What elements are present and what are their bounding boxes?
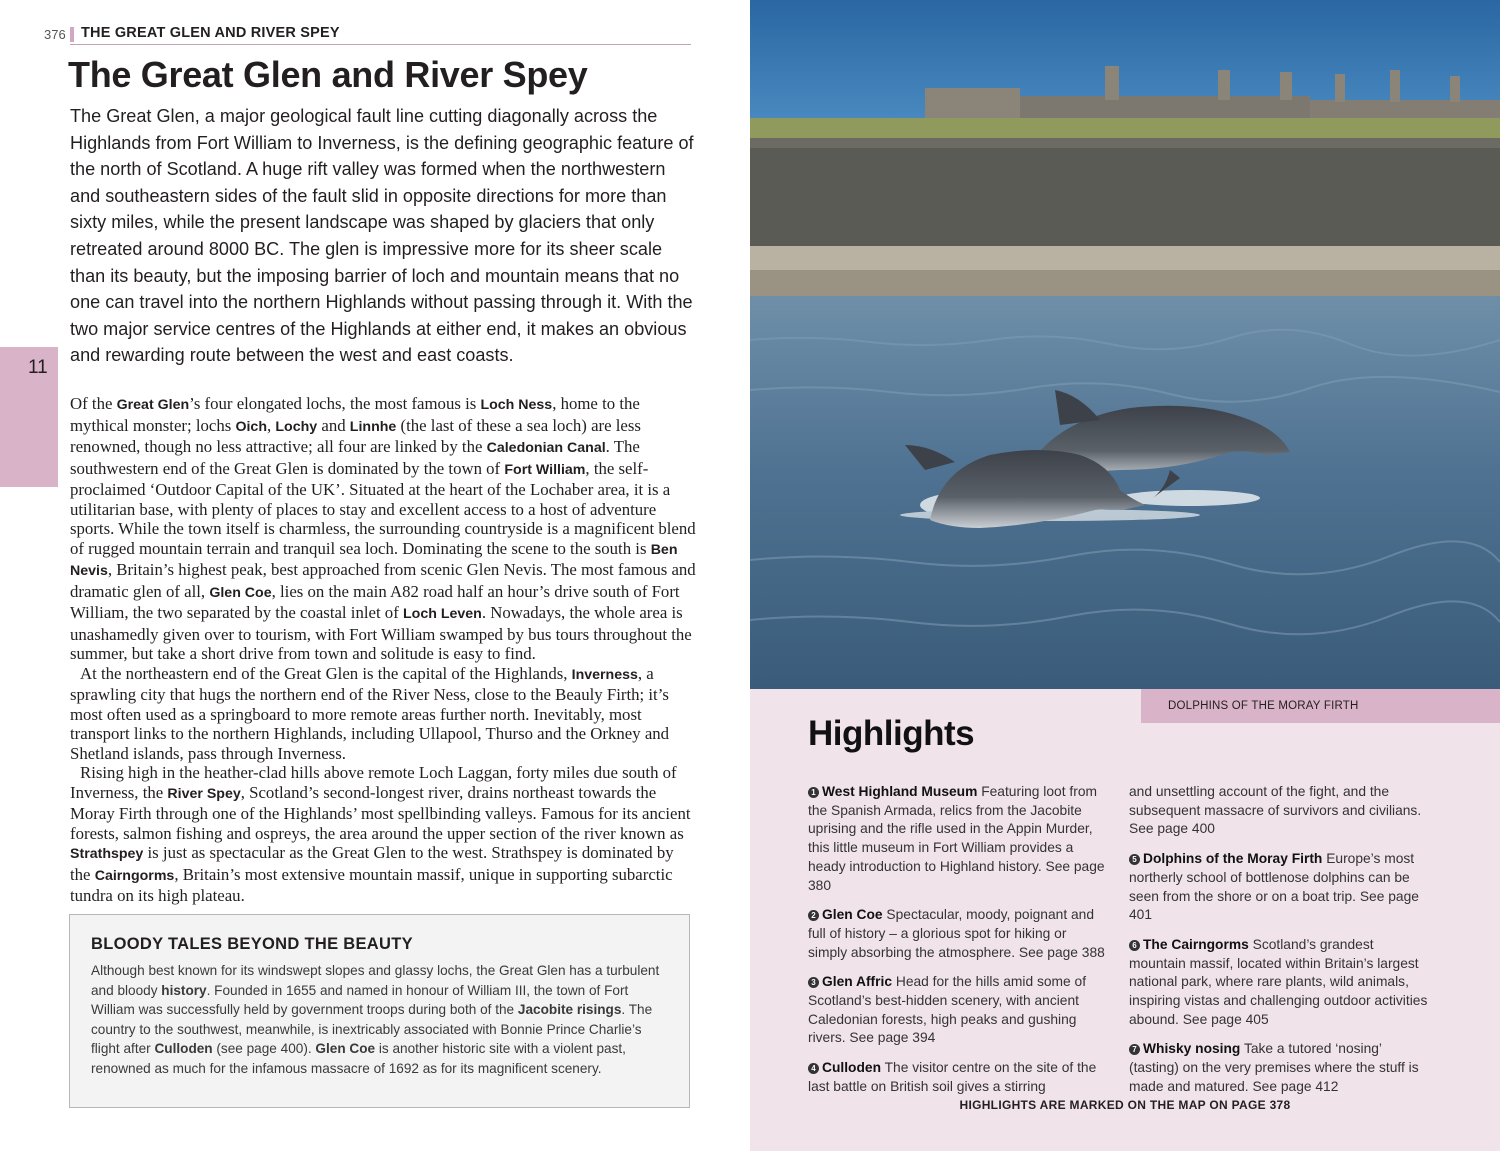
highlight-name: Culloden xyxy=(822,1060,882,1076)
number-badge: 5 xyxy=(1129,854,1140,865)
box-keyword: history xyxy=(161,982,207,998)
highlight-name: West Highland Museum xyxy=(822,784,978,799)
grass-bank xyxy=(750,118,1500,140)
place-name: Cairngorms xyxy=(94,867,175,884)
highlight-name: Dolphins of the Moray Firth xyxy=(1143,851,1323,867)
number-badge: 6 xyxy=(1129,940,1140,951)
body-paragraph-3: Rising high in the heather-clad hills above remote Loch Laggan, forty miles due south of Inverness, the River Spey, Scotland’s second-longest river, drains northeast towards the Moray Firth through one of the Highlands’ most spellbinding valleys. Famous for its ancient forests, salmon fishing and ospreys, the area around the upper section of the river known as Strathspey is just as spectacular as the Great Glen to the west. Strathspey is dominated by the Cairngorms, Britain’s most extensive mountain massif, unique in supporting subarctic tundra on its high plateau. xyxy=(70,763,691,905)
page-number: 376 xyxy=(44,27,66,42)
photo-caption: DOLPHINS OF THE MORAY FIRTH xyxy=(1168,700,1359,712)
highlight-item-continued: and unsettling account of the fight, and the subsequent massacre of survivors and civilians. See page 400 xyxy=(1129,784,1422,837)
header-rule xyxy=(70,44,691,45)
place-name: Loch Ness xyxy=(480,397,553,413)
place-name: Oich xyxy=(235,418,267,435)
highlight-name: Glen Coe xyxy=(822,907,883,923)
number-badge: 3 xyxy=(808,977,819,988)
highlights-title: Highlights xyxy=(808,714,975,753)
place-name: Glen Coe xyxy=(209,584,272,601)
place-name: Strathspey xyxy=(70,846,144,862)
highlight-item: 3 Glen Affric Head for the hills amid some of Scotland’s best-hidden scenery, with ancient Caledonian forests, high peaks and gushing rivers. See page 394 xyxy=(808,974,1087,1046)
right-page xyxy=(750,0,1500,1151)
place-name: Linnhe xyxy=(349,418,397,435)
place-name: Fort William xyxy=(504,461,586,478)
place-name: Great Glen xyxy=(116,397,190,413)
number-badge: 2 xyxy=(808,910,819,921)
highlight-name: The Cairngorms xyxy=(1143,936,1249,952)
highlight-name: Glen Affric xyxy=(822,974,893,990)
chapter-number: 11 xyxy=(28,357,48,378)
place-name: Ben Nevis xyxy=(70,541,678,579)
highlight-item: 6 The Cairngorms Scotland’s grandest mountain massif, located within Britain’s largest national park, where rare plants, wild animals, inspiring vistas and challenging outdoor activities abound. See page 405 xyxy=(1129,936,1428,1027)
highlight-item: 4 Culloden The visitor centre on the site of the last battle on British soil gives a stirring xyxy=(808,1060,1097,1094)
highlights-column-2 xyxy=(1129,783,1429,1108)
body-paragraph-2: At the northeastern end of the Great Glen is the capital of the Highlands, Inverness, a sprawling city that hugs the northern end of the River Ness, close to the Beauly Firth; it’s most often used as a springboard to more remote areas further north. Inevitably, most transport links to the northern Highlands, including Ullapool, Thurso and the Orkney and Shetland islands, pass through Inverness. xyxy=(70,663,670,763)
box-text: Although best known for its windswept slopes and glassy lochs, the Great Glen has a turbulent and bloody history. Founded in 1655 and named in honour of William III, the town of Fort William was successfully held by government troops during both of the Jacobite risings. The country to the southwest, meanwhile, is inextricably associated with Bonnie Prince Charlie’s flight after Culloden (see page 400). Glen Coe is another historic site with a violent past, renowned as much for the infamous massacre of 1692 as for its magnificent scenery. xyxy=(91,963,660,1076)
highlight-item: 1 West Highland Museum Featuring loot from the Spanish Armada, relics from the Jacobite uprising and the rifle used in the Appin Murder, this little museum in Fort William provides a heady introduction to Highland history. See page 380 xyxy=(808,784,1105,893)
highlight-item: 2 Glen Coe Spectacular, moody, poignant and full of history – a glorious spot for hiking or simply absorbing the atmosphere. See page 388 xyxy=(808,907,1105,960)
fort-wall xyxy=(750,138,1500,248)
dolphins-photo xyxy=(750,0,1500,689)
intro-paragraph: The Great Glen, a major geological fault line cutting diagonally across the Highlands from Fort William to Inverness, is the defining geographic feature of the north of Scotland. A huge rift valley was formed when the northwestern and southeastern sides of the fault slid in opposite directions for more than sixty miles, while the present landscape was shaped by glaciers that only retreated around 8000 BC. The glen is impressive more for its sheer scale than its beauty, but the imposing barrier of loch and mountain means that no one can travel into the northern Highlands without passing through it. With the two major service centres of the Highlands at either end, it makes an obvious and rewarding route between the west and east coasts. xyxy=(70,106,694,366)
header-accent-bar xyxy=(70,27,74,42)
number-badge: 4 xyxy=(808,1063,819,1074)
number-badge: 7 xyxy=(1129,1044,1140,1055)
highlights-footer: HIGHLIGHTS ARE MARKED ON THE MAP ON PAGE 378 xyxy=(959,1098,1291,1112)
place-name: Loch Leven xyxy=(402,606,482,622)
box-keyword: Jacobite risings xyxy=(517,1002,622,1017)
body-text xyxy=(70,394,696,906)
highlight-item: 5 Dolphins of the Moray Firth Europe’s most northerly school of bottlenose dolphins can be seen from the shore or on a boat trip. See page 401 xyxy=(1129,851,1419,923)
place-name: Inverness xyxy=(571,666,638,683)
highlights-column-1 xyxy=(808,783,1108,1108)
sidebar-box xyxy=(69,914,690,1108)
box-title: BLOODY TALES BEYOND THE BEAUTY xyxy=(91,935,413,953)
page-title: The Great Glen and River Spey xyxy=(68,54,588,95)
body-paragraph-1: Of the Great Glen’s four elongated lochs, the most famous is Loch Ness, home to the mythical monster; lochs Oich, Lochy and Linnhe (the last of these a sea loch) are less renowned, though no less attractive; all four are linked by the Caledonian Canal. The southwestern end of the Great Glen is dominated by the town of Fort William, the self-proclaimed ‘Outdoor Capital of the UK’. Situated at the heart of the Lochaber area, it is a utilitarian base, with plenty of places to stay and excellent access to a host of adventure sports. While the town itself is charmless, the surrounding countryside is a magnificent blend of rugged mountain terrain and tranquil sea loch. Dominating the scene to the south is Ben Nevis, Britain’s highest peak, best approached from scenic Glen Nevis. The most famous and dramatic glen of all, Glen Coe, lies on the main A82 road half an hour’s drive south of Fort William, the two separated by the coastal inlet of Loch Leven. Nowadays, the whole area is unashamedly given over to tourism, with Fort William swamped by bus tours throughout the summer, but take a short drive from town and solitude is easy to find. xyxy=(70,394,696,663)
box-keyword: Glen Coe xyxy=(315,1041,376,1056)
number-badge: 1 xyxy=(808,787,819,798)
box-keyword: Culloden xyxy=(154,1041,213,1056)
place-name: Lochy xyxy=(275,418,318,435)
highlight-name: Whisky nosing xyxy=(1143,1041,1241,1057)
place-name: Caledonian Canal xyxy=(486,440,606,456)
place-name: River Spey xyxy=(167,785,241,802)
running-title: THE GREAT GLEN AND RIVER SPEY xyxy=(81,25,340,41)
highlight-item: 7 Whisky nosing Take a tutored ‘nosing’ (tasting) on the very premises where the stuff is made and matured. See page 412 xyxy=(1129,1041,1419,1094)
